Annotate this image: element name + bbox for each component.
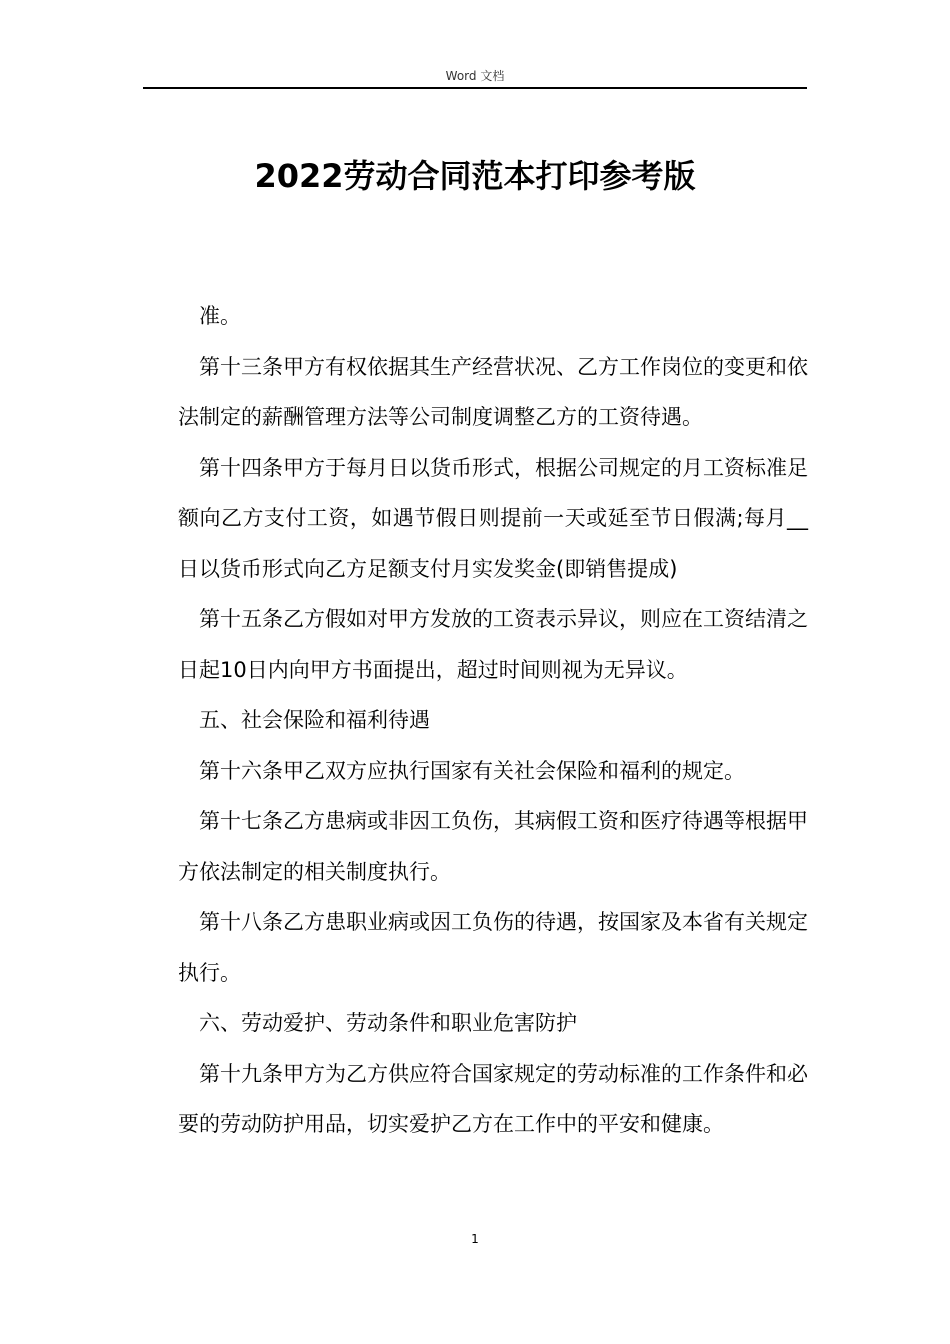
paragraph-6: 第十六条甲乙双方应执行国家有关社会保险和福利的规定。	[199, 758, 745, 783]
paragraph-8: 第十八条乙方患职业病或因工负伤的待遇，按国家及本省有关规定执行。	[178, 910, 808, 985]
section-heading-5: 五、社会保险和福利待遇	[199, 708, 430, 732]
paragraph-2: 第十三条甲方有权依据其生产经营状况、乙方工作岗位的变更和依法制定的薪酬管理方法等公司制度调整乙方的工资待遇。	[178, 354, 808, 429]
document-body	[178, 291, 808, 1150]
paragraph-7: 第十七条乙方患病或非因工负伤，其病假工资和医疗待遇等根据甲方依法制定的相关制度执行。	[178, 809, 808, 884]
page-number: 1	[471, 1232, 479, 1246]
paragraph-10: 第十九条甲方为乙方供应符合国家规定的劳动标准的工作条件和必要的劳动防护用品，切实爱护乙方在工作中的平安和健康。	[178, 1061, 808, 1136]
header-divider	[143, 87, 807, 89]
document-title: 2022劳动合同范本打印参考版	[254, 157, 696, 195]
paragraph-4: 第十五条乙方假如对甲方发放的工资表示异议，则应在工资结清之日起10日内向甲方书面提出，超过时间则视为无异议。	[178, 607, 808, 682]
paragraph-3: 第十四条甲方于每月日以货币形式，根据公司规定的月工资标准足额向乙方支付工资，如遇节假日则提前一天或延至节日假满;每月__日以货币形式向乙方足额支付月实发奖金(即销售提成)	[178, 455, 808, 581]
paragraph-1: 准。	[199, 304, 241, 328]
page-header: Word 文档	[445, 69, 505, 83]
section-heading-6: 六、劳动爱护、劳动条件和职业危害防护	[199, 1011, 577, 1035]
